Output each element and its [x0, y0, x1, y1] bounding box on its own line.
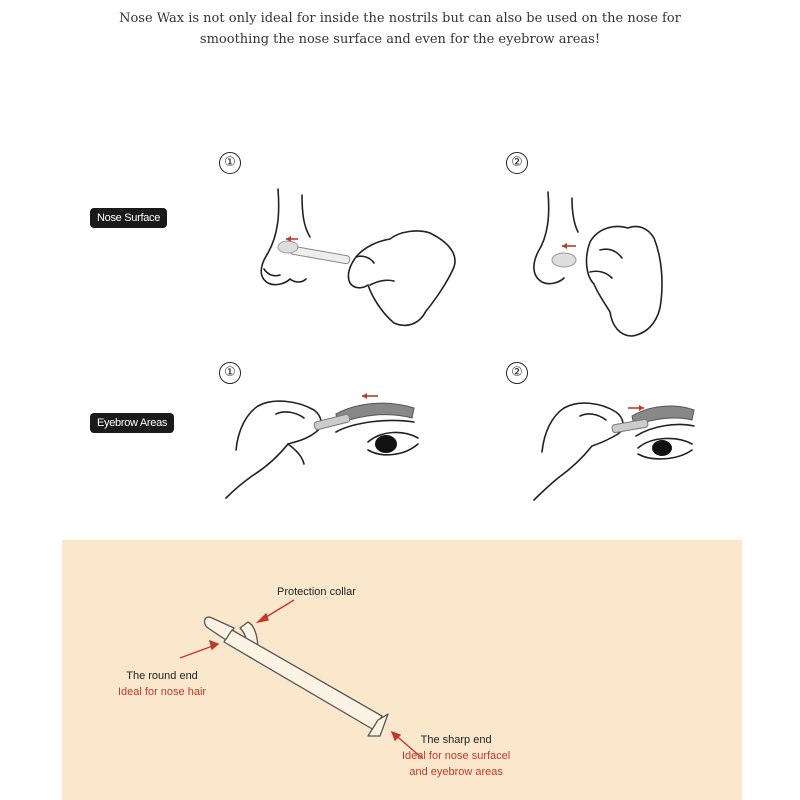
eyebrow-step-2-illustration	[528, 382, 728, 512]
sharp-end-label: The sharp end	[420, 734, 492, 746]
protection-collar-callout	[277, 584, 356, 600]
eyebrow-step-2-number: ②	[506, 362, 528, 384]
nose-surface-label: Nose Surface	[90, 208, 167, 228]
intro-line-1: Nose Wax is not only ideal for inside the nostrils but can also be used on the nose for	[119, 11, 681, 26]
nose-step-1-number: ①	[219, 152, 241, 174]
eyebrow-step-1-number: ①	[219, 362, 241, 384]
nose-step-1-illustration	[250, 185, 470, 335]
nose-step-2-number: ②	[506, 152, 528, 174]
round-end-label: The round end	[126, 670, 198, 682]
sharp-end-note-1: Ideal for nose surfacel	[402, 750, 511, 762]
eyebrow-areas-label: Eyebrow Areas	[90, 413, 174, 433]
sharp-end-callout	[402, 732, 510, 780]
nose-step-2-illustration	[528, 188, 708, 338]
eyebrow-step-1-illustration	[218, 380, 438, 510]
intro-text	[60, 8, 740, 50]
protection-collar-label: Protection collar	[277, 586, 356, 598]
tool-diagram-panel	[62, 540, 742, 800]
round-end-callout	[118, 668, 206, 700]
intro-line-2: smoothing the nose surface and even for the eyebrow areas!	[199, 32, 601, 47]
round-end-note: Ideal for nose hair	[118, 686, 207, 698]
sharp-end-note-2: and eyebrow areas	[409, 766, 503, 778]
